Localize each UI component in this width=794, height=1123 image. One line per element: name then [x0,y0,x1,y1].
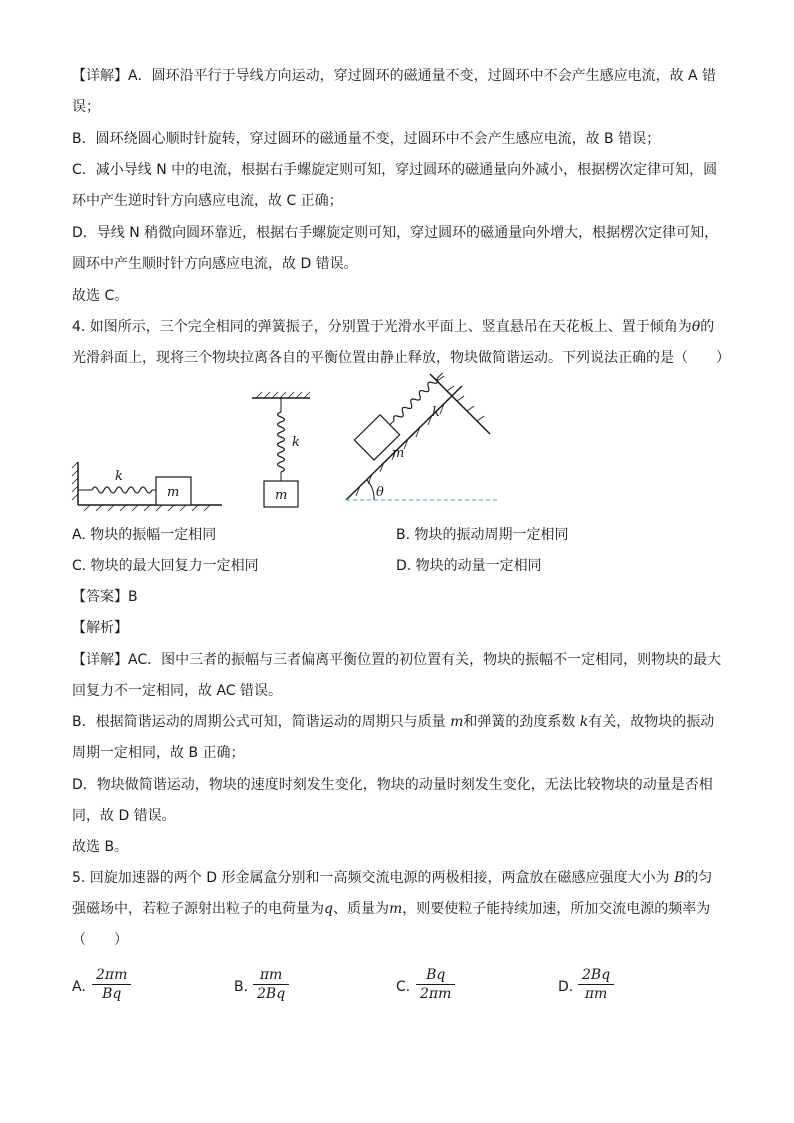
q5-stem-line2 [72,899,710,919]
charge-symbol: q [324,901,333,917]
q4-option-b: B. 物块的振动周期一定相同 [396,527,569,543]
q4-explain-b-text: B．根据简谐运动的周期公式可知，简谐运动的周期只与质量 [72,714,451,730]
mass-symbol: m [450,714,464,730]
incline-oscillator [346,363,500,500]
prev-explain-c-line2: 环中产生逆时针方向感应电流，故 C 正确； [72,193,343,209]
q5-option-d-numerator: 2Bq [578,966,614,985]
vertical-m-label: m [275,488,288,503]
prev-explain-a-line2: 误； [72,99,100,115]
q4-option-a: A. 物块的振幅一定相同 [72,527,217,543]
q5-option-a-label: A. [72,979,86,995]
q4-choose: 故选 B。 [72,839,129,855]
q4-answer: 【答案】B [72,589,138,605]
prev-choose: 故选 C。 [72,288,129,304]
q4-option-d: D. 物块的动量一定相同 [396,558,542,574]
q4-stem-text: 4. 如图所示，三个完全相同的弹簧振子，分别置于光滑水平面上、竖直悬吊在天花板上、置于倾角为 [72,319,692,335]
field-symbol: B [673,870,685,886]
q5-stem2-text: 强磁场中，若粒子源射出粒子的电荷量为 [72,901,324,917]
prev-explain-d-line1: D．导线 N 稍微向圆环靠近，根据右手螺旋定则可知，穿过圆环的磁通量向外增大，根据楞次定律可知， [72,225,719,241]
q4-explain-line2: 回复力不一定相同，故 AC 错误。 [72,683,283,699]
q4-explain-line5: D．物块做简谐运动，物块的速度时刻发生变化，物块的动量时刻发生变化，无法比较物块的动量是否相 [72,777,713,793]
incline-theta-label: θ [376,485,384,500]
q5-option-d-label: D. [558,979,574,995]
stiffness-symbol: k [579,714,589,730]
q4-explain-line4: 周期一定相同，故 B 正确； [72,745,245,761]
q4-stem-text-end: 的 [700,319,715,335]
incline-k-label: k [432,405,440,420]
q4-explain-b-text-mid: 和弹簧的劲度系数 [463,714,580,730]
prev-explain-b: B．圆环绕圆心顺时针旋转，穿过圆环的磁通量不变，过圆环中不会产生感应电流，故 B 错误； [72,131,661,147]
q4-explain-line6: 同，故 D 错误。 [72,808,176,824]
q5-option-c-fraction [416,966,455,1003]
q5-stem-text: 5. 回旋加速器的两个 D 形金属盒分别和一高频交流电源的两极相接，两盒放在磁感应强度大小为 [72,870,674,886]
q5-option-d-fraction [578,966,614,1003]
q5-stem2-text-end: ，则要使粒子能持续加速，所加交流电源的频率为 [402,901,711,917]
q5-option-b-label: B. [234,979,249,995]
q5-option-b-fraction [253,966,289,1003]
prev-explain-c-line1: C．减小导线 N 中的电流，根据右手螺旋定则可知，穿过圆环的磁通量向外减小，根据楞次定律可知，圆 [72,162,718,178]
q5-option-a-denominator: Bq [102,986,122,1002]
q5-option-c-denominator: 2πm [420,986,452,1002]
q4-explain-b-text-end: 有关，故物块的振动 [588,714,715,730]
q4-stem-line2: 光滑斜面上，现将三个物块拉离各自的平衡位置由静止释放，物块做简谐运动。下列说法正确的是（ ） [72,350,730,366]
q4-option-c: C. 物块的最大回复力一定相同 [72,558,259,574]
q5-stem-line3: （ ） [72,932,128,948]
q5-stem-line1 [72,868,712,888]
horizontal-oscillator [72,462,222,511]
mass-symbol-q5: m [388,901,403,917]
q5-option-a-fraction [92,966,131,1003]
q5-option-b-numerator: πm [253,966,289,985]
q5-stem2-text-mid: 、质量为 [332,901,389,917]
q4-theta-symbol: θ [691,319,701,335]
q5-option-c-numerator: Bq [416,966,455,985]
prev-explain-d-line2: 圆环中产生顺时针方向感应电流，故 D 错误。 [72,256,358,272]
q5-option-b-denominator: 2Bq [257,986,286,1002]
q4-analysis-title: 【解析】 [72,620,128,636]
vertical-k-label: k [292,435,300,450]
horizontal-m-label: m [167,485,180,500]
q5-option-c-label: C. [396,979,411,995]
prev-explain-a-line1: 【详解】A．圆环沿平行于导线方向运动，穿过圆环的磁通量不变，过圆环中不会产生感应电流，故 A 错 [72,68,717,84]
horizontal-k-label: k [115,469,123,484]
q4-explain-line1: 【详解】AC．图中三者的振幅与三者偏离平衡位置的初位置有关，物块的振幅不一定相同，则物块的最大 [72,652,722,668]
incline-m-label: m [392,446,405,461]
q5-stem-text-end: 的匀 [684,870,713,886]
q5-option-d-denominator: πm [584,986,608,1002]
q4-explain-line3 [72,712,714,732]
q5-option-a-numerator: 2πm [92,966,131,985]
